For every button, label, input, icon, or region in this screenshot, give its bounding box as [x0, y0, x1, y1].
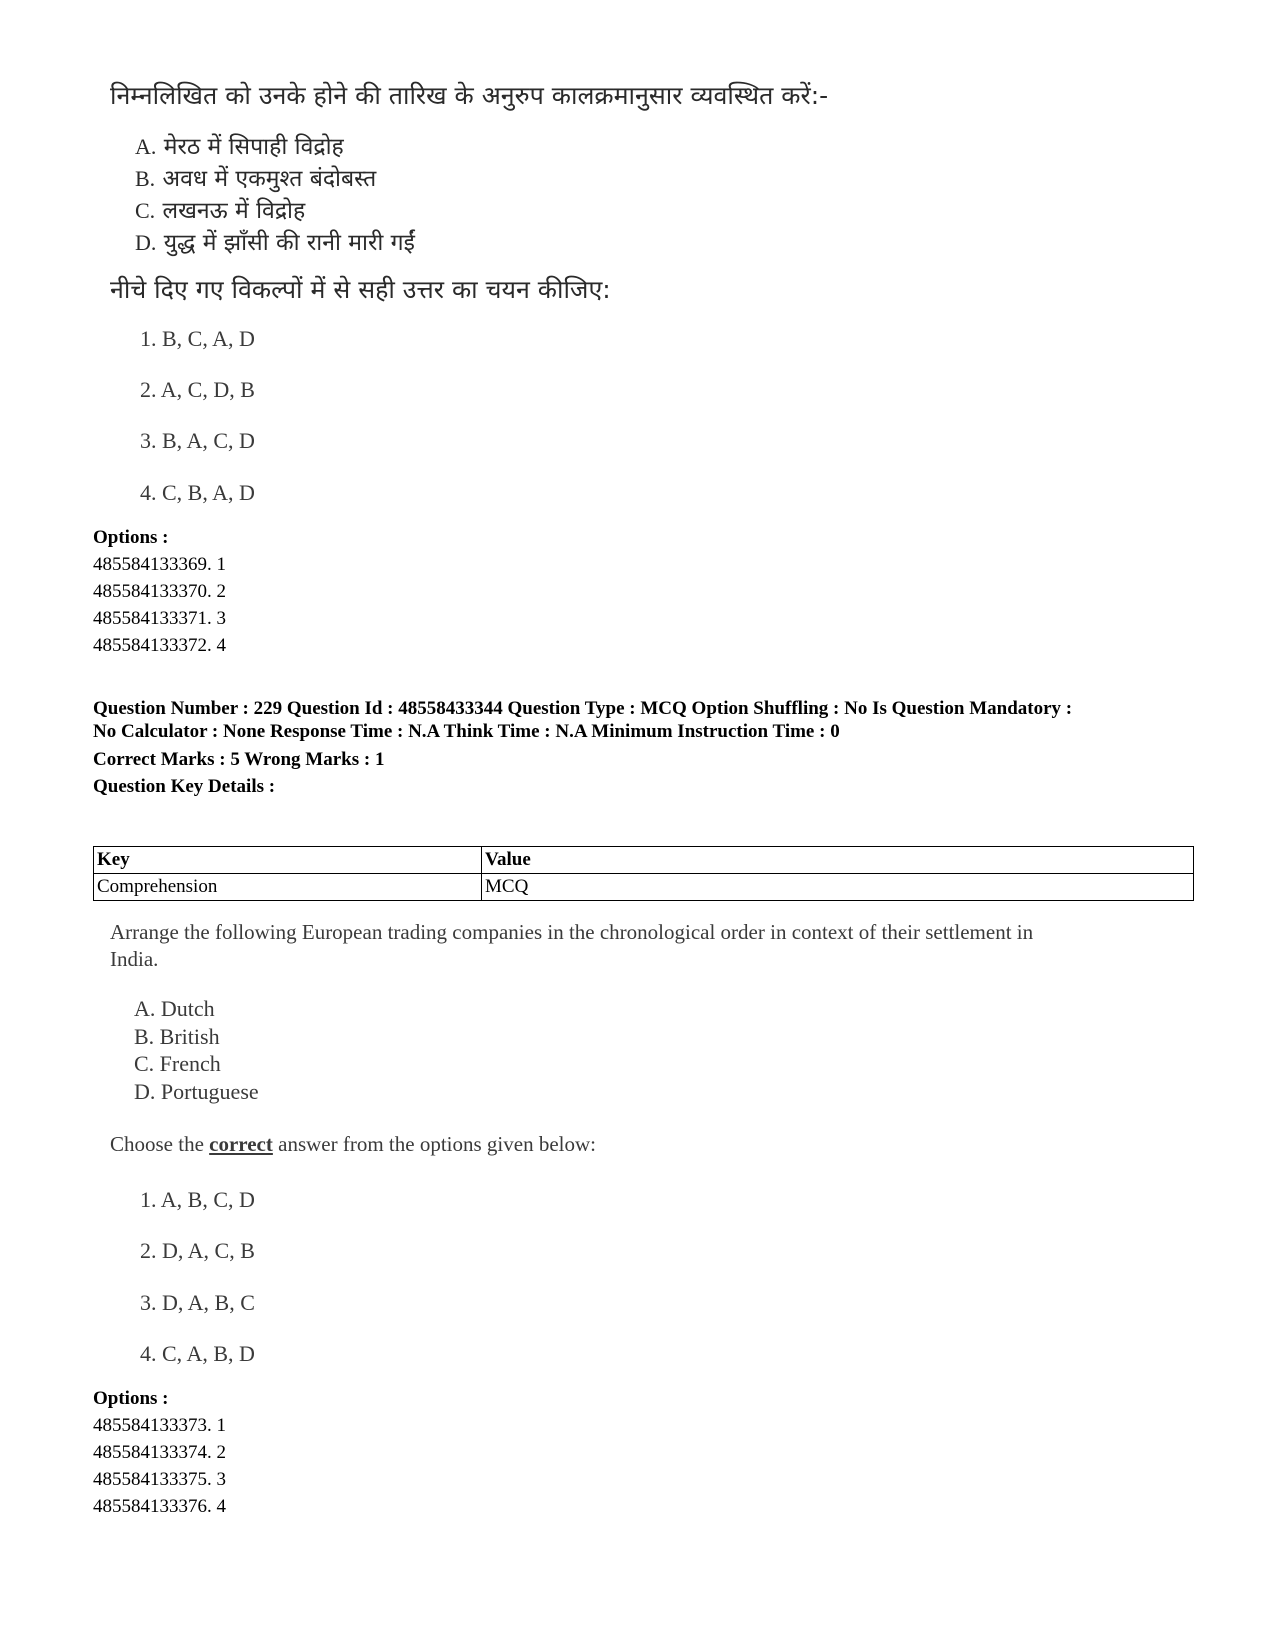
q229-item-d: D. Portuguese [134, 1078, 259, 1104]
q229-choice-3: 3. D, A, B, C [140, 1290, 255, 1315]
q228-item-c: C. लखनऊ में विद्रोह [135, 198, 306, 224]
table-cell-value: MCQ [482, 874, 1194, 901]
q229-choice-1: 1. A, B, C, D [140, 1187, 255, 1212]
q229-instruction: Choose the correct answer from the options given below: [110, 1132, 596, 1156]
q229-stem-line1: Arrange the following European trading companies in the chronological order in context of their settlement in [110, 920, 1034, 944]
q228-choice-1: 1. B, C, A, D [140, 326, 255, 351]
q229-choice-4: 4. C, A, B, D [140, 1341, 255, 1366]
q228-stem: निम्नलिखित को उनके होने की तारिख के अनुरुप कालक्रमानुसार व्यवस्थित करें:- [110, 81, 829, 110]
q229-option-1: 485584133373. 1 [93, 1415, 226, 1436]
q229-choice-2: 2. D, A, C, B [140, 1238, 255, 1263]
q229-option-4: 485584133376. 4 [93, 1496, 226, 1517]
q228-options-label: Options : [93, 527, 169, 548]
q229-item-a: A. Dutch [134, 996, 215, 1021]
q228-item-d: D. युद्ध में झाँसी की रानी मारी गईं [135, 230, 415, 256]
q228-option-4: 485584133372. 4 [93, 635, 226, 656]
question-key-table [93, 846, 1194, 901]
table-row [94, 874, 1194, 901]
q228-instruction: नीचे दिए गए विकल्पों में से सही उत्तर का चयन कीजिए: [110, 275, 611, 304]
table-header-row [94, 847, 1194, 874]
q228-option-1: 485584133369. 1 [93, 554, 226, 575]
q229-meta-line1: Question Number : 229 Question Id : 48558433344 Question Type : MCQ Option Shuffling : No Is Question Mandatory : [93, 698, 1073, 719]
q229-option-3: 485584133375. 3 [93, 1469, 226, 1490]
table-header-value: Value [482, 847, 1194, 874]
q228-item-b: B. अवध में एकमुश्त बंदोबस्त [135, 166, 377, 192]
q228-items [135, 131, 415, 259]
q229-option-2: 485584133374. 2 [93, 1442, 226, 1463]
q229-key-details-label: Question Key Details : [93, 776, 276, 797]
q229-options-label: Options : [93, 1388, 169, 1409]
q228-choice-4: 4. C, B, A, D [140, 480, 255, 505]
table-cell-key: Comprehension [94, 874, 482, 901]
q228-item-a: A. मेरठ में सिपाही विद्रोह [135, 134, 344, 160]
q228-choice-2: 2. A, C, D, B [140, 377, 255, 402]
q229-marks: Correct Marks : 5 Wrong Marks : 1 [93, 749, 385, 770]
q228-option-2: 485584133370. 2 [93, 581, 226, 602]
q229-item-c: C. French [134, 1051, 221, 1076]
q229-item-b: B. British [134, 1023, 220, 1049]
q228-option-3: 485584133371. 3 [93, 608, 226, 629]
q228-choice-3: 3. B, A, C, D [140, 428, 255, 453]
q229-meta-line2: No Calculator : None Response Time : N.A Think Time : N.A Minimum Instruction Time : 0 [93, 721, 840, 742]
q229-stem-line2: India. [110, 947, 159, 971]
table-header-key: Key [94, 847, 482, 874]
q229-items [134, 995, 259, 1105]
